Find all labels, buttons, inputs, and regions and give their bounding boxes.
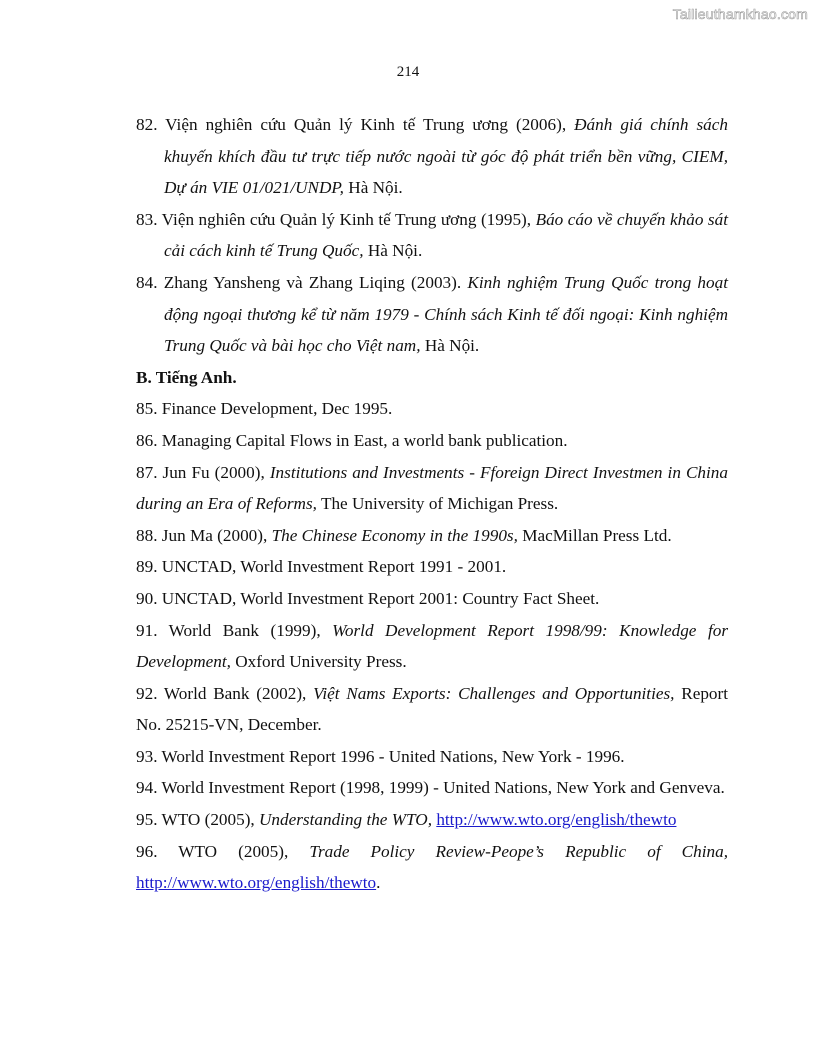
reference-88-author: 88. Jun Ma (2000), — [136, 525, 272, 545]
reference-89: 89. UNCTAD, World Investment Report 1991 - 2001. — [136, 557, 507, 577]
reference-87 — [136, 457, 728, 520]
reference-92 — [136, 678, 728, 741]
reference-86: 86. Managing Capital Flows in East, a world bank publication. — [136, 430, 568, 450]
reference-96-title: Trade Policy Review-Peope’s Republic of China, — [309, 841, 728, 861]
reference-83-author: 83. Viện nghiên cứu Quản lý Kinh tế Trung ương (1995), — [136, 209, 536, 229]
reference-87-author: 87. Jun Fu (2000), — [136, 462, 270, 482]
reference-83-place: Hà Nội. — [363, 241, 423, 261]
watermark: Tailieuthamkhao.com — [672, 6, 808, 22]
reference-82-place: Hà Nội. — [343, 178, 403, 198]
reference-84-title: Kinh nghiệm Trung Quốc trong hoạt động ngoại thương kể từ năm 1979 - Chính sách Kinh tế đối ngoại: Kinh nghiệm Trung Quốc và bài học cho Việt nam, — [164, 272, 728, 356]
reference-84-place: Hà Nội. — [420, 336, 480, 356]
section-heading-english: B. Tiếng Anh. — [136, 367, 237, 387]
reference-92-title: Việt Nams Exports: Challenges and Opportunities, — [313, 683, 675, 703]
reference-list — [136, 109, 728, 899]
reference-82 — [136, 109, 728, 204]
reference-84-author: 84. Zhang Yansheng và Zhang Liqing (2003). — [136, 272, 468, 292]
reference-84 — [136, 267, 728, 362]
reference-95-title: Understanding the WTO, — [259, 810, 433, 830]
reference-92-report: Report No. 25215-VN, December. — [136, 683, 729, 735]
reference-96-period: . — [376, 873, 381, 893]
reference-87-title: Institutions and Investments - Fforeign Direct Investmen in China during an Era of Reforms, — [136, 462, 728, 514]
reference-91 — [136, 615, 728, 678]
reference-82-author: 82. Viện nghiên cứu Quản lý Kinh tế Trung ương (2006), — [136, 115, 575, 134]
reference-95 — [136, 804, 728, 836]
reference-85: 85. Finance Development, Dec 1995. — [136, 399, 393, 419]
reference-83-title: Báo cáo về chuyến khảo sát cải cách kinh tế Trung Quốc, — [164, 209, 728, 261]
reference-90: 90. UNCTAD, World Investment Report 2001: Country Fact Sheet. — [136, 588, 600, 608]
reference-95-author: 95. WTO (2005), — [136, 810, 260, 830]
reference-94: 94. World Investment Report (1998, 1999) - United Nations, New York and Genveva. — [136, 778, 725, 798]
reference-92-author: 92. World Bank (2002), — [136, 683, 314, 703]
reference-88 — [136, 520, 728, 552]
page-number: 214 — [396, 64, 420, 80]
reference-96-author: 96. WTO (2005), — [136, 841, 310, 861]
reference-96-cont — [136, 867, 728, 899]
reference-91-author: 91. World Bank (1999), — [136, 620, 333, 640]
reference-82-title: Đánh giá chính sách khuyến khích đầu tư trực tiếp nước ngoài từ góc độ phát triển bền vững, CIEM, Dự án VIE 01/021/UNDP, — [164, 115, 728, 198]
reference-93: 93. World Investment Report 1996 - United Nations, New York - 1996. — [136, 746, 625, 766]
reference-83 — [136, 204, 728, 267]
reference-91-publisher: Oxford University Press. — [230, 652, 407, 672]
reference-95-link[interactable]: http://www.wto.org/english/thewto — [436, 810, 677, 830]
reference-96 — [136, 836, 728, 868]
reference-88-title: The Chinese Economy in the 1990s, — [271, 525, 518, 545]
reference-87-publisher: The University of Michigan Press. — [316, 494, 559, 514]
reference-88-publisher: MacMillan Press Ltd. — [517, 525, 672, 545]
reference-91-title: World Development Report 1998/99: Knowledge for Development, — [136, 620, 729, 672]
reference-96-link[interactable]: http://www.wto.org/english/thewto — [136, 873, 377, 893]
